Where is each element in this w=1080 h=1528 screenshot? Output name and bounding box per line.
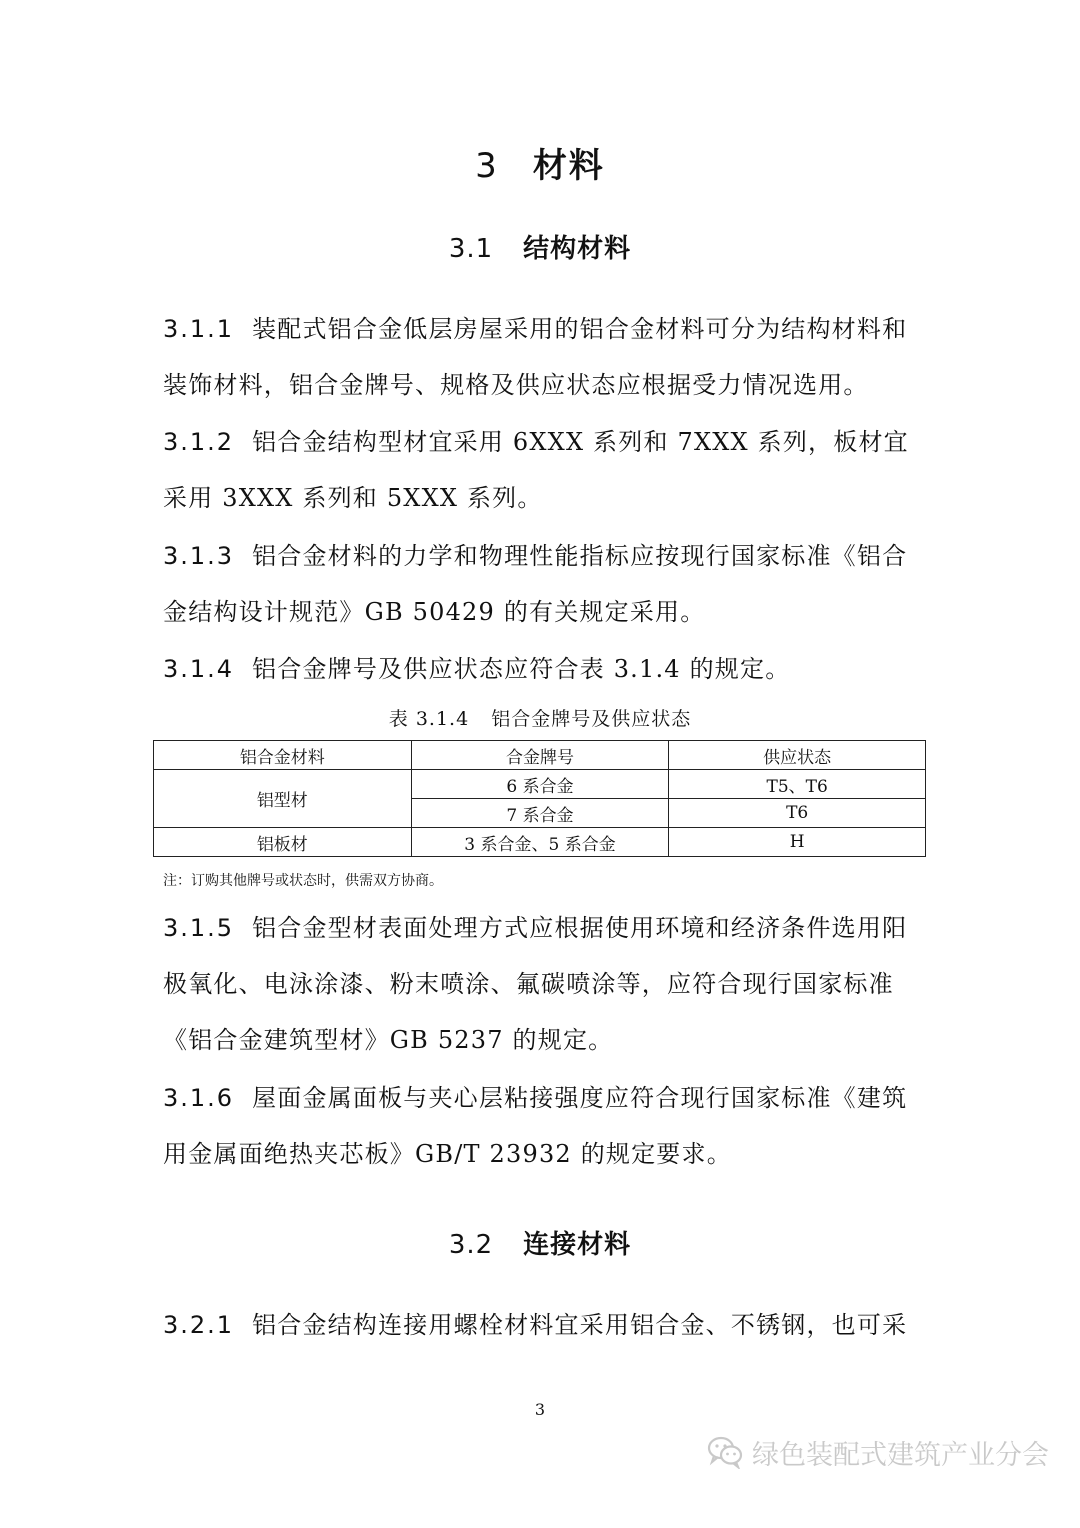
section-heading-3-1 [0, 228, 1080, 265]
section-title: 结构材料 [523, 234, 632, 264]
table-caption-title: 铝合金牌号及供应状态 [491, 708, 692, 730]
section-heading-3-2 [0, 1224, 1080, 1261]
table-note: 注：订购其他牌号或状态时，供需双方协商。 [163, 873, 443, 889]
clause-number: 3.1.3 [163, 542, 235, 570]
table-cell-material: 铝板材 [154, 828, 412, 857]
table-cell-temper: T6 [669, 799, 926, 828]
table-cell-grade: 3 系合金、5 系合金 [411, 828, 669, 857]
clause-3-1-6 [163, 1070, 923, 1182]
table-header-cell: 供应状态 [669, 741, 926, 770]
clause-text: 装配式铝合金低层房屋采用的铝合金材料可分为结构材料和装饰材料，铝合金牌号、规格及供应状态应根据受力情况选用。 [163, 315, 908, 399]
table-header-cell: 合金牌号 [411, 741, 669, 770]
table-cell-material: 铝型材 [154, 770, 412, 828]
wechat-icon [706, 1435, 744, 1469]
clause-3-1-4 [163, 641, 923, 697]
table-header-row [154, 741, 926, 770]
page-number: 3 [534, 1400, 546, 1419]
table-cell-temper: T5、T6 [669, 770, 926, 799]
clause-text: 屋面金属面板与夹心层粘接强度应符合现行国家标准《建筑用金属面绝热夹芯板》GB/T 23932 的规定要求。 [163, 1084, 908, 1168]
clause-text: 铝合金材料的力学和物理性能指标应按现行国家标准《铝合金结构设计规范》GB 50429 的有关规定采用。 [163, 542, 908, 626]
clause-3-1-5 [163, 900, 923, 1068]
alloy-grade-table [153, 740, 926, 857]
clause-text: 铝合金牌号及供应状态应符合表 3.1.4 的规定。 [252, 655, 791, 683]
table-cell-temper: H [669, 828, 926, 857]
clause-3-1-3 [163, 528, 923, 640]
section-number: 3.2 [448, 1230, 494, 1260]
chapter-title: 材料 [532, 146, 605, 186]
clause-number: 3.1.1 [163, 315, 235, 343]
section-title: 连接材料 [523, 1230, 632, 1260]
clause-number: 3.1.6 [163, 1084, 235, 1112]
table-header-cell: 铝合金材料 [154, 741, 412, 770]
chapter-number: 3 [475, 146, 499, 186]
clause-number: 3.2.1 [163, 1311, 235, 1339]
watermark [706, 1432, 1049, 1472]
table-cell-grade: 6 系合金 [411, 770, 669, 799]
section-number: 3.1 [448, 234, 494, 264]
clause-3-2-1 [163, 1297, 923, 1353]
watermark-text: 绿色装配式建筑产业分会 [752, 1439, 1049, 1471]
chapter-heading [0, 138, 1080, 187]
table-row [154, 770, 926, 799]
table-caption [0, 704, 1080, 731]
clause-number: 3.1.2 [163, 428, 235, 456]
table-row [154, 828, 926, 857]
clause-text: 铝合金型材表面处理方式应根据使用环境和经济条件选用阳极氧化、电泳涂漆、粉末喷涂、氟碳喷涂等，应符合现行国家标准《铝合金建筑型材》GB 5237 的规定。 [163, 914, 908, 1054]
clause-number: 3.1.5 [163, 914, 235, 942]
clause-3-1-1 [163, 301, 923, 413]
clause-text: 铝合金结构型材宜采用 6XXX 系列和 7XXX 系列，板材宜采用 3XXX 系列和 5XXX 系列。 [163, 428, 909, 512]
clause-3-1-2 [163, 414, 923, 526]
clause-number: 3.1.4 [163, 655, 235, 683]
table-cell-grade: 7 系合金 [411, 799, 669, 828]
table-caption-number: 表 3.1.4 [388, 708, 470, 730]
clause-text: 铝合金结构连接用螺栓材料宜采用铝合金、不锈钢，也可采 [252, 1311, 908, 1339]
